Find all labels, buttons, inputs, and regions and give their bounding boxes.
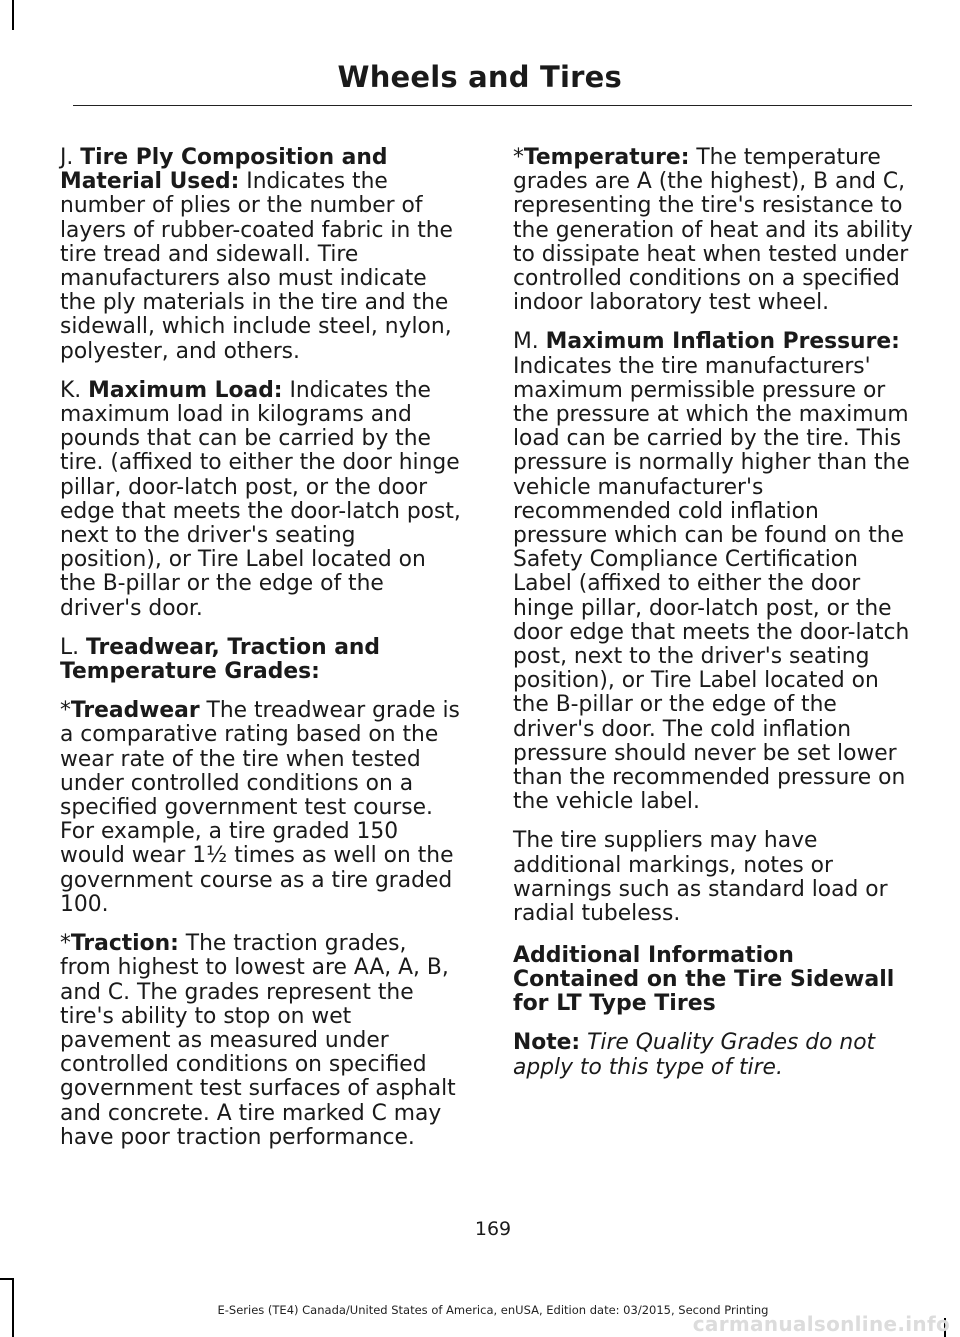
item-traction bbox=[60, 932, 463, 1150]
traction-prefix: * bbox=[60, 931, 71, 957]
item-m-text: Indicates the tire manufacturers' maximum permissible pressure or the pressure at which the maximum load can be carried by the tire. This pressure is normally higher than the vehicle manufacturer's recommended cold inflation pressure which can be found on the Safety Compliance Certification Label (affixed to either the door hinge pillar, door-latch post, or the door edge that meets the door-latch post, next to the driver's seating position), or Tire Label located on the B-pillar or the edge of the driver's door. The cold inflation pressure should never be set lower than the recommended pressure on the vehicle label. bbox=[513, 353, 910, 815]
item-j bbox=[60, 146, 463, 364]
traction-term: Traction: bbox=[70, 931, 179, 957]
section-heading: Additional Information Contained on the Tire Sidewall for LT Type Tires bbox=[513, 943, 895, 1017]
item-j-term: Tire Ply Composition and Material Used: bbox=[60, 145, 388, 195]
item-k bbox=[60, 379, 463, 621]
item-l-term: Treadwear, Traction and Temperature Grades: bbox=[60, 634, 381, 685]
temperature-text: The temperature grades are A (the highest), B and C, representing the tire's resistance to the generation of heat and its ability to dissipate heat when tested under controlled conditions on a specified indoor laboratory test wheel. bbox=[513, 145, 913, 316]
item-l-prefix: L. bbox=[60, 634, 87, 660]
item-j-prefix: J. bbox=[60, 145, 81, 170]
page-number: 169 bbox=[474, 1218, 512, 1240]
item-m-prefix: M. bbox=[513, 329, 546, 355]
temperature-term: Temperature: bbox=[523, 145, 690, 170]
footer-edition: E-Series (TE4) Canada/United States of America, enUSA, Edition date: 03/2015, Second Printing bbox=[217, 1303, 769, 1317]
traction-text: The traction grades, from highest to lowest are AA, A, B, and C. The grades represent the tire's ability to stop on wet pavement as measured under controlled conditions on specified government test surfaces of asphalt and concrete. A tire marked C may have poor traction performance. bbox=[60, 931, 456, 1150]
item-j-text: Indicates the number of plies or the number of layers of rubber-coated fabric in the tire tread and sidewall. Tire manufacturers also must indicate the ply materials in the tire and the sidewall, which include steel, nylon, polyester, and others. bbox=[60, 169, 453, 364]
header-divider bbox=[73, 105, 912, 106]
watermark: carmanualsonline.info bbox=[692, 1312, 950, 1336]
item-m bbox=[513, 330, 916, 814]
left-column bbox=[60, 146, 463, 1165]
item-k-text: Indicates the maximum load in kilograms and pounds that can be carried by the tire. (affixed to either the door hinge pillar, door-latch post, or the door edge that meets the door-latch post, next to the driver's seating position), or Tire Label located on the B-pillar or the edge of the driver's door. bbox=[60, 377, 461, 621]
treadwear-prefix: * bbox=[60, 698, 71, 724]
item-m-term: Maximum Inflation Pressure: bbox=[545, 329, 900, 355]
item-k-term: Maximum Load: bbox=[88, 377, 283, 403]
temperature-prefix: * bbox=[513, 145, 524, 170]
right-column bbox=[513, 146, 916, 1095]
item-treadwear bbox=[60, 699, 463, 917]
item-l bbox=[60, 636, 463, 684]
page-title: Wheels and Tires bbox=[337, 60, 622, 94]
treadwear-term: Treadwear bbox=[70, 698, 200, 724]
note-label: Note: bbox=[513, 1030, 581, 1056]
item-temperature bbox=[513, 146, 916, 315]
suppliers-paragraph: The tire suppliers may have additional markings, notes or warnings such as standard load or radial tubeless. bbox=[513, 828, 888, 927]
crop-mark-bottom-left-h bbox=[0, 1278, 12, 1280]
crop-mark-top-left bbox=[12, 0, 14, 30]
note-text: Tire Quality Grades do not apply to this type of tire. bbox=[513, 1030, 876, 1080]
treadwear-text: The treadwear grade is a comparative rating based on the wear rate of the tire when tested under controlled conditions on a specified government test course. For example, a tire graded 150 would wear 1½ times as well on the government course as a tire graded 100. bbox=[60, 698, 460, 917]
item-k-prefix: K. bbox=[60, 377, 89, 403]
note bbox=[513, 1031, 916, 1079]
